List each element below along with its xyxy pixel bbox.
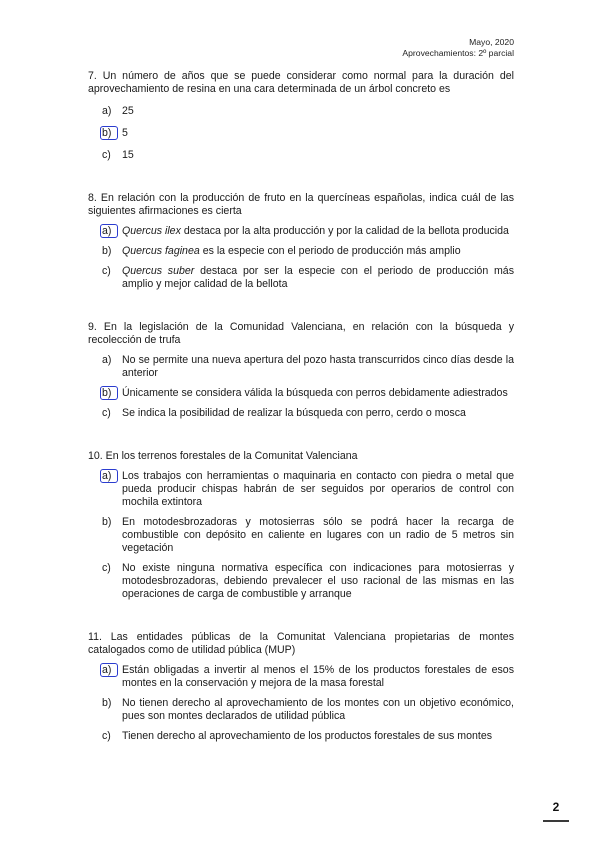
option-text: Están obligadas a invertir al menos el 15% de los productos forestales de esos montes en la conservación y mejora de la masa forestal: [122, 664, 514, 689]
header-subject: Aprovechamientos: 2º parcial: [402, 48, 514, 58]
option-text: [122, 265, 514, 290]
option-b[interactable]: [88, 387, 514, 400]
exam-content: [88, 70, 514, 750]
option-letter-selected: a): [100, 469, 118, 483]
options-list: [88, 105, 514, 162]
page-number: 2: [552, 800, 560, 814]
page-header: [402, 37, 514, 59]
question-text: 11. Las entidades públicas de la Comunitat Valenciana propietarias de montes catalogados como de utilidad pública (MUP): [88, 631, 514, 656]
option-c[interactable]: [88, 149, 514, 162]
option-letter: c): [102, 265, 111, 277]
option-text: Tienen derecho al aprovechamiento de los productos forestales de sus montes: [122, 730, 493, 742]
option-text: Únicamente se considera válida la búsqueda con perros debidamente adiestrados: [122, 387, 508, 399]
option-text: No tienen derecho al aprovechamiento de los montes con un objetivo económico, pues son montes declarados de utilidad pública: [122, 697, 514, 722]
option-b[interactable]: [88, 697, 514, 723]
question-8: [88, 192, 514, 291]
option-letter-selected: a): [100, 224, 118, 238]
option-letter: c): [102, 730, 111, 742]
option-c[interactable]: [88, 407, 514, 420]
option-letter: b): [102, 516, 112, 528]
option-a[interactable]: [88, 664, 514, 690]
option-letter: a): [102, 354, 112, 366]
species-name: Quercus suber: [122, 265, 195, 277]
option-c[interactable]: [88, 562, 514, 601]
option-text: 5: [122, 127, 128, 139]
option-text: En motodesbrozadoras y motosierras sólo se podrá hacer la recarga de combustible con depósito en caliente en lugares con un radio de 5 metros sin vegetación: [122, 516, 514, 554]
option-text: Se indica la posibilidad de realizar la búsqueda con perro, cerdo o mosca: [122, 407, 466, 419]
option-a[interactable]: [88, 470, 514, 509]
option-b[interactable]: [88, 127, 514, 140]
option-letter-selected: a): [100, 663, 118, 677]
option-a[interactable]: [88, 105, 514, 118]
question-text: 7. Un número de años que se puede considerar como normal para la duración del aprovechamiento de resina en una cara determinada de un árbol concreto es: [88, 70, 514, 95]
option-rest: es la especie con el periodo de producción más amplio: [199, 245, 461, 257]
option-rest: destaca por ser la especie con el periodo de producción más amplio y mejor calidad de la bellota: [122, 265, 514, 290]
page-number-rule: [543, 820, 569, 822]
option-letter-selected: b): [100, 126, 118, 140]
option-b[interactable]: [88, 516, 514, 555]
option-letter: c): [102, 562, 111, 574]
option-text: Los trabajos con herramientas o maquinaria en contacto con piedra o metal que pueda producir chispas habrán de ser seguidos por operarios de control con mochila extintora: [122, 470, 514, 508]
option-text: 15: [122, 149, 134, 161]
option-letter: a): [102, 105, 112, 117]
question-11: [88, 631, 514, 743]
question-9: [88, 321, 514, 420]
question-text: 8. En relación con la producción de fruto en la quercíneas españolas, indica cuál de las siguientes afirmaciones es cierta: [88, 192, 514, 217]
option-text: [122, 245, 461, 257]
question-text: 10. En los terrenos forestales de la Comunitat Valenciana: [88, 450, 358, 462]
option-text: 25: [122, 105, 134, 117]
species-name: Quercus faginea: [122, 245, 200, 257]
option-letter: b): [102, 245, 112, 257]
options-list: [88, 225, 514, 291]
option-text: No existe ninguna normativa específica con indicaciones para motosierras y motodesbrozadoras, debiendo prevalecer el uso racional de las mismas en las operaciones de carga de combustible y arranque: [122, 562, 514, 600]
option-text: [122, 225, 509, 237]
option-a[interactable]: [88, 354, 514, 380]
question-text: 9. En la legislación de la Comunidad Valenciana, en relación con la búsqueda y recolección de trufa: [88, 321, 514, 346]
option-letter: b): [102, 697, 112, 709]
option-text: No se permite una nueva apertura del pozo hasta transcurridos cinco días desde la anterior: [122, 354, 514, 379]
question-10: [88, 450, 514, 601]
question-7: [88, 70, 514, 162]
option-rest: destaca por la alta producción y por la calidad de la bellota producida: [180, 225, 509, 237]
species-name: Quercus ilex: [122, 225, 181, 237]
header-date: Mayo, 2020: [469, 37, 514, 47]
option-letter: c): [102, 149, 111, 161]
option-b[interactable]: [88, 245, 514, 258]
option-c[interactable]: [88, 730, 514, 743]
option-a[interactable]: [88, 225, 514, 238]
options-list: [88, 354, 514, 420]
options-list: [88, 470, 514, 601]
options-list: [88, 664, 514, 743]
option-c[interactable]: [88, 265, 514, 291]
option-letter-selected: b): [100, 386, 118, 400]
option-letter: c): [102, 407, 111, 419]
